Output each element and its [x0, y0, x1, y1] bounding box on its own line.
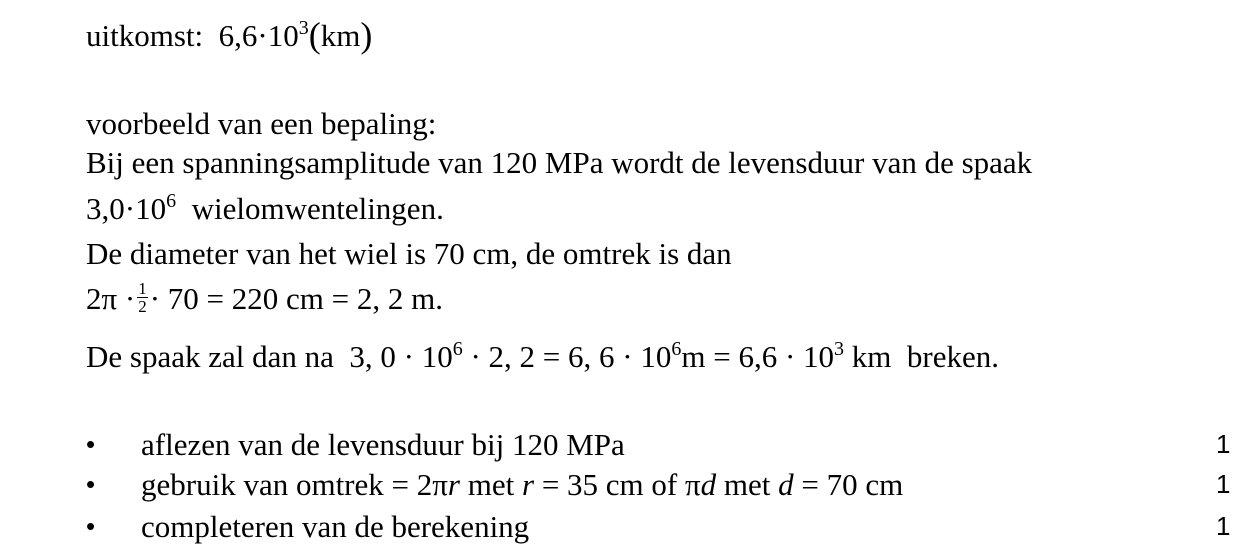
criterion-1-score: 1 — [1216, 429, 1231, 459]
criterion-2-score: 1 — [1216, 469, 1231, 499]
example-line-3: De diameter van het wiel is 70 cm, de omtrek is dan — [86, 236, 732, 271]
example-heading: voorbeeld van een bepaling: — [86, 106, 437, 141]
example-line-4: 2π · $\frac{1}{2}$ · 70 = 220 cm = 2, 2 m. — [86, 279, 444, 317]
bullet-icon: • — [86, 511, 96, 541]
criterion-3-score: 1 — [1216, 511, 1231, 541]
bullet-icon: • — [86, 469, 96, 499]
result-label: uitkomst: — [86, 18, 204, 53]
criterion-2: gebruik van omtrek = 2πr met r = 35 cm of πd met d = 70 cm — [141, 467, 904, 502]
example-line-2: $3,0\cdot 10^6$ wielomwentelingen. — [86, 190, 444, 226]
example-line-5: De spaak zal dan na 3, $0 \cdot 10^6 \cdot 2$, 2 = 6, $6 \cdot 10^6m = 6,6 \cdot 10^3$ km breken. — [86, 338, 999, 374]
bullet-icon: • — [86, 429, 96, 459]
result-line — [86, 15, 373, 55]
fraction-half: $\frac{1}{2}$ — [138, 279, 147, 317]
criterion-1: aflezen van de levensduur bij 120 MPa — [141, 427, 625, 462]
result-value: $6,6\cdot 10^3(km)$ — [218, 15, 373, 55]
example-line-1: Bij een spanningsamplitude van 120 MPa wordt de levensduur van de spaak — [86, 145, 1033, 180]
criterion-3: completeren van de berekening — [141, 509, 530, 544]
